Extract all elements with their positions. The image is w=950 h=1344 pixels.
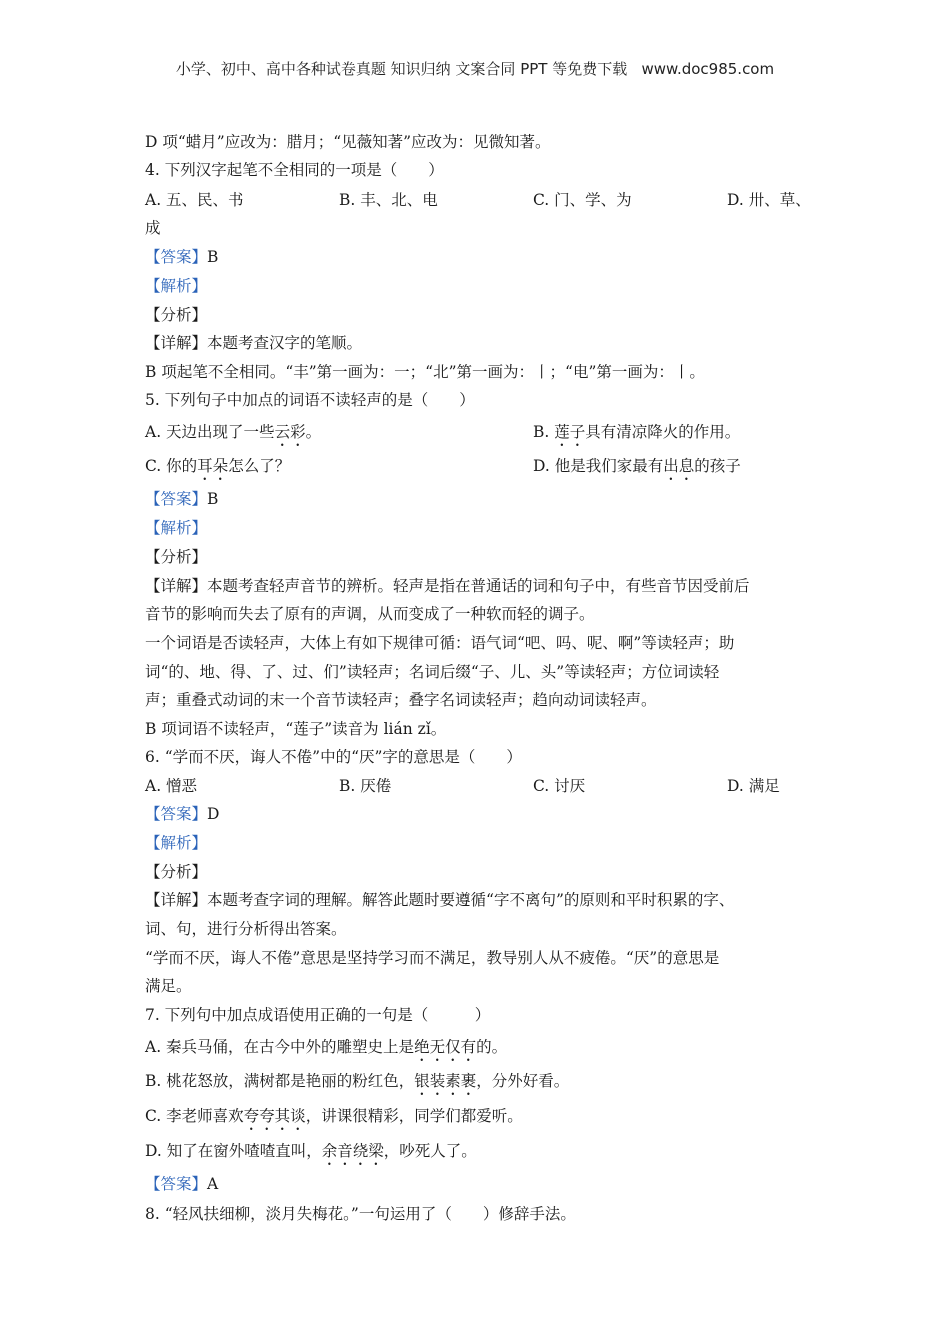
option-text: 的。 [476,1038,508,1056]
option-a: A. 五、民、书 [145,191,244,209]
option-b [145,1070,825,1099]
detail-text: 词、句，进行分析得出答案。 [145,920,347,938]
option-text: C. 李老师喜欢 [145,1107,244,1125]
answer-tag: 【答案】 [145,805,208,823]
dotted-word: 银装素裹 [414,1072,477,1090]
option-a [145,421,321,450]
option-text: 。 [305,423,322,441]
answer-row [145,803,825,825]
question-8: 8. “轻风扶细柳，淡月失梅花。”一句运用了（ ）修辞手法。 [145,1205,576,1223]
option-text: 怎么了？ [228,457,291,475]
answer-value: B [207,490,219,508]
option-d: D. 卅、草、 [727,191,811,209]
option-b: B. 丰、北、电 [339,191,438,209]
option-text: 具有清凉降火的作用。 [585,423,741,441]
option-text: C. 你的 [145,457,198,475]
question-7: 7. 下列句中加点成语使用正确的一句是（ ） [145,1006,491,1024]
answer-row [145,246,825,268]
answer-value: D [207,805,220,823]
option-b [533,421,740,450]
detail-text: 满足。 [145,977,192,995]
answer-row [145,488,825,510]
answer-tag: 【答案】 [145,1175,208,1193]
fenxi-tag: 【分析】 [145,863,208,881]
detail-text: 词“的、地、得、了、过、们”读轻声；名词后缀“子、儿、头”等读轻声；方位词读轻 [145,663,720,681]
option-text: A. 秦兵马俑，在古今中外的雕塑史上是 [145,1038,415,1056]
dotted-word: 云彩 [274,423,306,441]
dotted-word: 耳朵 [197,457,229,475]
prev-answer-line: D 项“蜡月”应改为：腊月；“见薇知著”应改为：见微知著。 [145,133,551,151]
option-c: C. 门、学、为 [533,191,632,209]
detail-text: 音节的影响而失去了原有的声调，从而变成了一种软而轻的调子。 [145,605,595,623]
detail-text: 本题考查字词的理解。解答此题时要遵循“字不离句”的原则和平时积累的字、 [207,891,735,909]
option-d-continued: 成 [145,219,161,237]
option-text: ，讲课很精彩，同学们都爱听。 [305,1107,523,1125]
question-6: 6. “学而不厌，诲人不倦”中的“厌”字的意思是（ ） [145,748,522,766]
option-text: 的孩子 [694,457,741,475]
fenxi-tag: 【分析】 [145,306,208,324]
answer-tag: 【答案】 [145,248,208,266]
option-text: B. 桃花怒放，满树都是艳丽的粉红色， [145,1072,415,1090]
answer-tag: 【答案】 [145,490,208,508]
option-d [145,1140,825,1169]
question-4: 4. 下列汉字起笔不全相同的一项是（ ） [145,161,444,179]
option-c [145,455,290,484]
answer-value: B [207,248,219,266]
dotted-word: 绝无仅有 [414,1038,477,1056]
option-text: B. [533,423,555,441]
dotted-word: 出息 [663,457,695,475]
page-header: 小学、初中、高中各种试卷真题 知识归纳 文案合同 PPT 等免费下载 www.doc985.com [175,60,775,78]
option-text: A. 天边出现了一些 [145,423,275,441]
analysis-tag: 【解析】 [145,519,208,537]
detail-row [145,889,825,911]
answer-value: A [207,1175,219,1193]
option-text: ，分外好看。 [476,1072,570,1090]
question-5: 5. 下列句子中加点的词语不读轻声的是（ ） [145,391,475,409]
detail-text: 本题考查汉字的笔顺。 [207,334,363,352]
detail-row [145,575,825,597]
option-d: D. 满足 [727,777,780,795]
detail-tag: 【详解】 [145,577,208,595]
detail-tag: 【详解】 [145,891,208,909]
detail-text: “学而不厌，诲人不倦”意思是坚持学习而不满足，教导别人从不疲倦。“厌”的意思是 [145,949,720,967]
explanation-text: B 项起笔不全相同。“丰”第一画为：一；“北”第一画为：丨；“电”第一画为：丨。 [145,363,705,381]
option-d [533,455,741,484]
analysis-tag: 【解析】 [145,277,208,295]
option-text: ，吵死人了。 [383,1142,477,1160]
detail-text: 一个词语是否读轻声，大体上有如下规律可循：语气词“吧、吗、呢、啊”等读轻声；助 [145,634,735,652]
detail-text: B 项词语不读轻声，“莲子”读音为 lián zǐ。 [145,720,447,738]
option-text: D. 知了在窗外喳喳直叫， [145,1142,322,1160]
dotted-word: 夸夸其谈 [243,1107,306,1125]
detail-tag: 【详解】 [145,334,208,352]
detail-row [145,332,825,354]
option-text: D. 他是我们家最有 [533,457,664,475]
dotted-word: 莲子 [554,423,586,441]
option-c [145,1105,825,1134]
detail-text: 声；重叠式动词的末一个音节读轻声；叠字名词读轻声；趋向动词读轻声。 [145,691,657,709]
option-a [145,1036,825,1065]
fenxi-tag: 【分析】 [145,548,208,566]
dotted-word: 余音绕梁 [321,1142,384,1160]
detail-text: 本题考查轻声音节的辨析。轻声是指在普通话的词和句子中，有些音节因受前后 [207,577,750,595]
option-c: C. 讨厌 [533,777,586,795]
answer-row [145,1173,825,1195]
option-a: A. 憎恶 [145,777,198,795]
analysis-tag: 【解析】 [145,834,208,852]
option-b: B. 厌倦 [339,777,392,795]
